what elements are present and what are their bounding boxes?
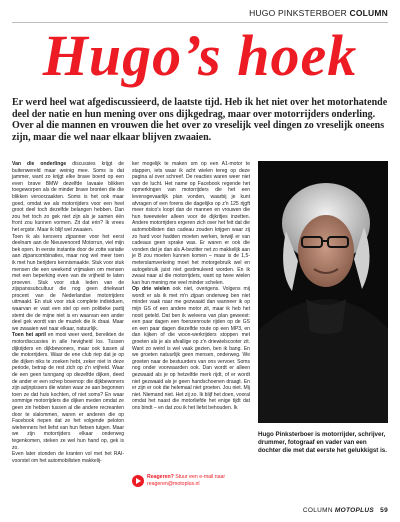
reageren-email-link[interactable]: reageren@motoplus.nl [147, 480, 200, 487]
reageren-box [132, 474, 250, 490]
page-title: Hugo’s hoek [42, 23, 358, 88]
footer-section: COLUMN [302, 507, 333, 514]
article-column-2 [132, 161, 250, 412]
paragraph: ker mogelijk te maken om op een A1-motor te stappen, iets waar ik acht wielen tereg op deze pagina al over schreef. De reacties waren weer niet van de lucht. Het name op Facebook regende het opmerkingen van motorrijders die het een levensgevaarlijk plan vonden, waarbij je kunt afvragen of een forens die dagelijks op z'n 125 rijgft meer risico's loopt dan de mannen en vrouwen die hun tweewieler alleen voor de dijkritjes inzetten. Andere motorrijders ergeren zich over het feit dat die automobilisten dan cadeau zouden krijgen waar zij zo hard voor hadden moeten werken, terwijl er van cadeaus geen sprake was. Er waren er ook die vonden dat je dan als A-bezitter net zo makkelijk aan je B zou moeten kunnen komen – maar is de 1,5-meterslamverkeing moet het motorgebruik wel en autogebruik juist niet gestimuleerd worden. En ik zwaai naar al die motorrijders, want op twee wielen kan hun mening me veel minder schelen. [132, 161, 250, 286]
intro-paragraph: Er werd heel wat afgediscussieerd, de laatste tijd. Heb ik het niet over het motorhatende deel der natie en hun mening over ons dijkgedrag, maar over motorrijders onderling. Over al die mannen en vrouwen die het over zo vreselijk veel dingen zo vreselijk oneens zijn, maar die wel naar elkaar blijven zwaaien. [12, 97, 388, 143]
paragraph: Toen het april en mooi weer werd, bereikten de motordiscussies in alle hevigheid los. Tussen dijkrijders en dijkbewoners, maar ook tussen al die motorrijders. Waar de ene club riep dat je op die dijken niks te zoeken hebt, zeker niet in deze periode, betrap de rest zich op z'n vrijheid. Waar de een geen tunngang op diezelfde dijken, deed de ander er een schep bovenop: die dijkbewoners zijn azijnpissers die wisten waar ze aan begonnen toen ze dat huis kochten, of niet soms? En waar sommige motorrijders die dijken meden omdat ze geen zin hebben tussen al die andere recreanten door te slalommen, waren er anderen die op Facebook riepen dat ze het volgende peloton wielrenners het liefst van hun fietsen tuigen. Maar we zijn motorrijders elkaar onderweg tegenkomen, steken ze wel hun hand op, gek is zo. [12, 332, 125, 451]
header-author: HUGO PINKSTERBOER [249, 8, 347, 18]
page-header [249, 8, 388, 18]
author-portrait-photo [258, 161, 388, 423]
footer-magazine: MOTOPLUS [334, 507, 375, 514]
article-column-1 [12, 161, 124, 464]
reageren-text: Reageren? Stuur een e-mail naar reageren@motoplus.nl [147, 474, 226, 487]
page-footer [303, 507, 388, 514]
photo-caption: Hugo Pinksterboer is motorrijder, schrijver, drummer, fotograaf en vader van een dochter die met dat eerste het gelukkigst is. [258, 431, 387, 454]
paragraph: Even later stonden de kranten vol met het RAI-voorstel om het automobilisten makkelij- [12, 451, 124, 464]
header-section: COLUMN [349, 8, 388, 18]
paragraph: Toen ik als kersvers zijpanner voor het eerst deelnam aan de Nieuwenoord Motorrun, viel mijn bek open. In eerste instantie door de zotte variatie aan zijpancombinaties, maar nog wel meer toen ik met hun berijders kennismaakte. Stuk voor stuk mensen die een weekend vrijmaken om mensen met een beperking even van de vrijheid te laten proeven. Stuk voor stuk leden van de zijspanssubcultuur die nog geen driekwart procent van de Nederlandse motorrijders uitmaakt. En stuk voor stuk complete individuen, waarvan er vast een stel op een politieke partij stemt die de mijne niet is en waarvan een ander deel gek wordt van de muziek die ik draai. Maar we zwaaien wel naar elkaar, natuurlijk. [12, 233, 124, 332]
paragraph: Van die onderlinge discussies krijgt de buitenwereld maar weinig mee. Soms is dat jammer, want zo krijgt elke brave boerd op een even brave BMW dezelfde lavaaie blikken toegeworpen als de minder brave bronten die die blikken veroorzaakten. Soms is het ook maar goed, omdat we als motorrijders voor een heel groot deel toch dezelfde belangen hebben. Dan zou het toch zo gek niet zijn als je samen één front zou kunnen vormen. Zit dat erin? Ik vrees het ergste. Maar ik blijf wel zwaaien. [12, 161, 124, 233]
paragraph: Op drie wielen ook niet, overigens. Volgens mij wordt er als ik met m'n zijpan onderweg ben niet minder vaak naar me gezwaaid dan wanneer ik op mijn GS of een andere motor zit, maar ik heb het nooit geteld. Dat ben ik weleens van plan geweest: een paar dagen een foenzenroute rijden op de GS en een paar dagen diezelfde route op een MP3, en dan kijken of die woon-werkrijders stoppen met groeten als je als afvallige op z'n driewielscooter zit. Want zo weird is wel vaak gezien, ben ik bang. En we groeten natuurlijk geen mensen, onderweg. We groeten naar de bestuurders van ons vervoer. Soms nog onder voorwaarden ook. Dan wordt er alleen gezwaaid als je op hetzelfde merk rijdt, of er wordt niet gezwaaid als je geen handschoenen draagt. En er zijn er ook die helemaal niet groeten. Jou niet. Mij niet. Niemand niet. Het zij zo. Ik blijf het doen, vooral omdat het naast die motorliefde het enige tijdt dat ons bindt – en dat zou ik het liefst behouden. Ik [132, 286, 250, 411]
arrow-right-icon [132, 475, 144, 487]
portrait-photo [258, 161, 388, 423]
page-number: 59 [380, 507, 388, 514]
